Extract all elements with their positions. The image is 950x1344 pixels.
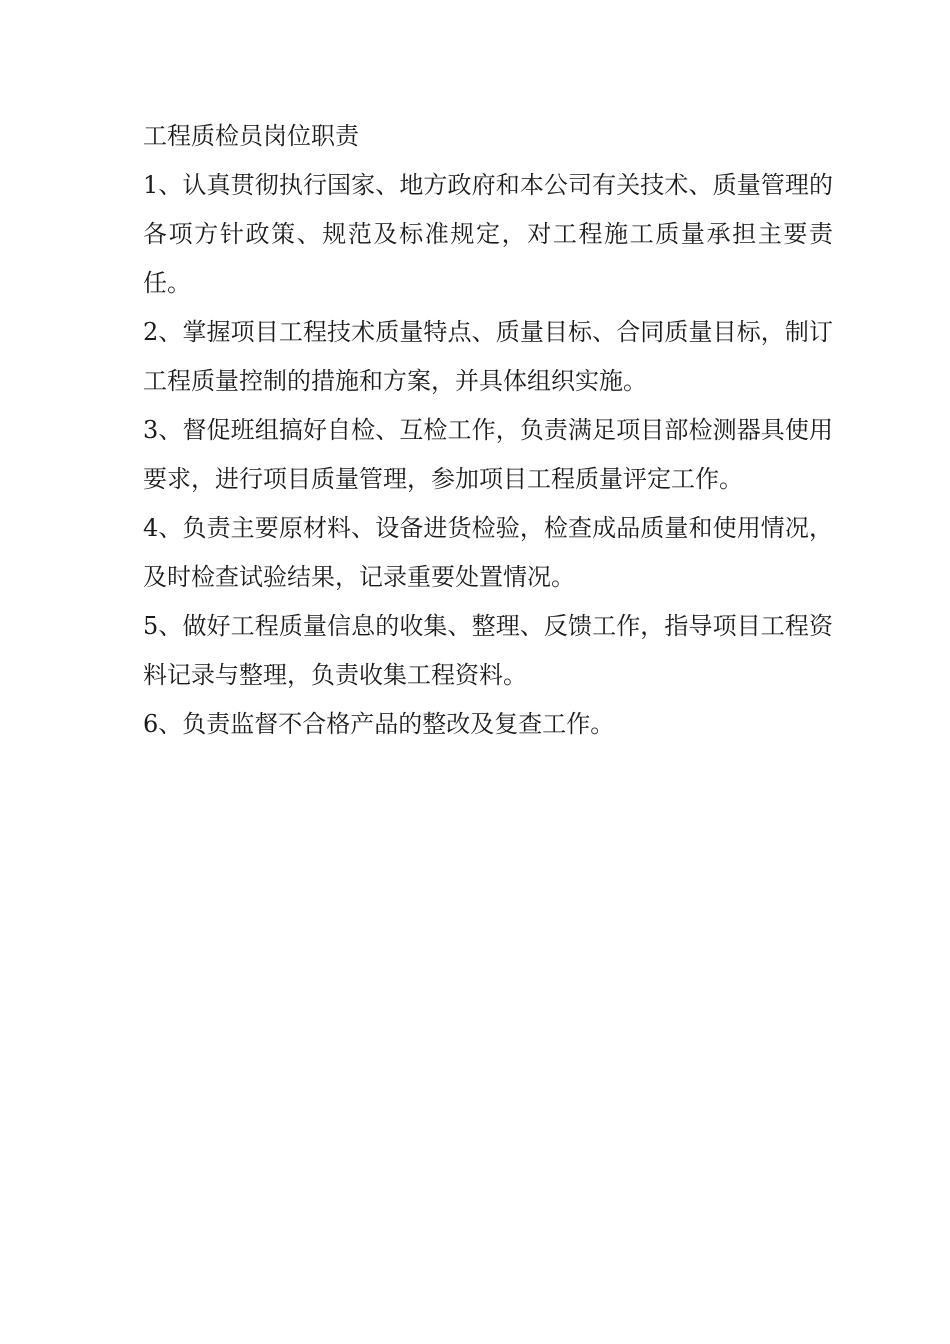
document-body	[143, 112, 833, 749]
duty-item-3: 3、督促班组搞好自检、互检工作，负责满足项目部检测器具使用要求，进行项目质量管理，参加项目工程质量评定工作。	[143, 416, 833, 493]
document-title: 工程质检员岗位职责	[143, 122, 359, 150]
duty-item-2: 2、掌握项目工程技术质量特点、质量目标、合同质量目标，制订工程质量控制的措施和方案，并具体组织实施。	[143, 318, 833, 395]
duty-item-4: 4、负责主要原材料、设备进货检验，检查成品质量和使用情况，及时检查试验结果，记录重要处置情况。	[143, 514, 833, 591]
duty-item-1: 1、认真贯彻执行国家、地方政府和本公司有关技术、质量管理的各项方针政策、规范及标准规定，对工程施工质量承担主要责任。	[143, 171, 833, 297]
duty-item-6: 6、负责监督不合格产品的整改及复查工作。	[143, 710, 615, 738]
duty-item-5: 5、做好工程质量信息的收集、整理、反馈工作，指导项目工程资料记录与整理，负责收集工程资料。	[143, 612, 833, 689]
